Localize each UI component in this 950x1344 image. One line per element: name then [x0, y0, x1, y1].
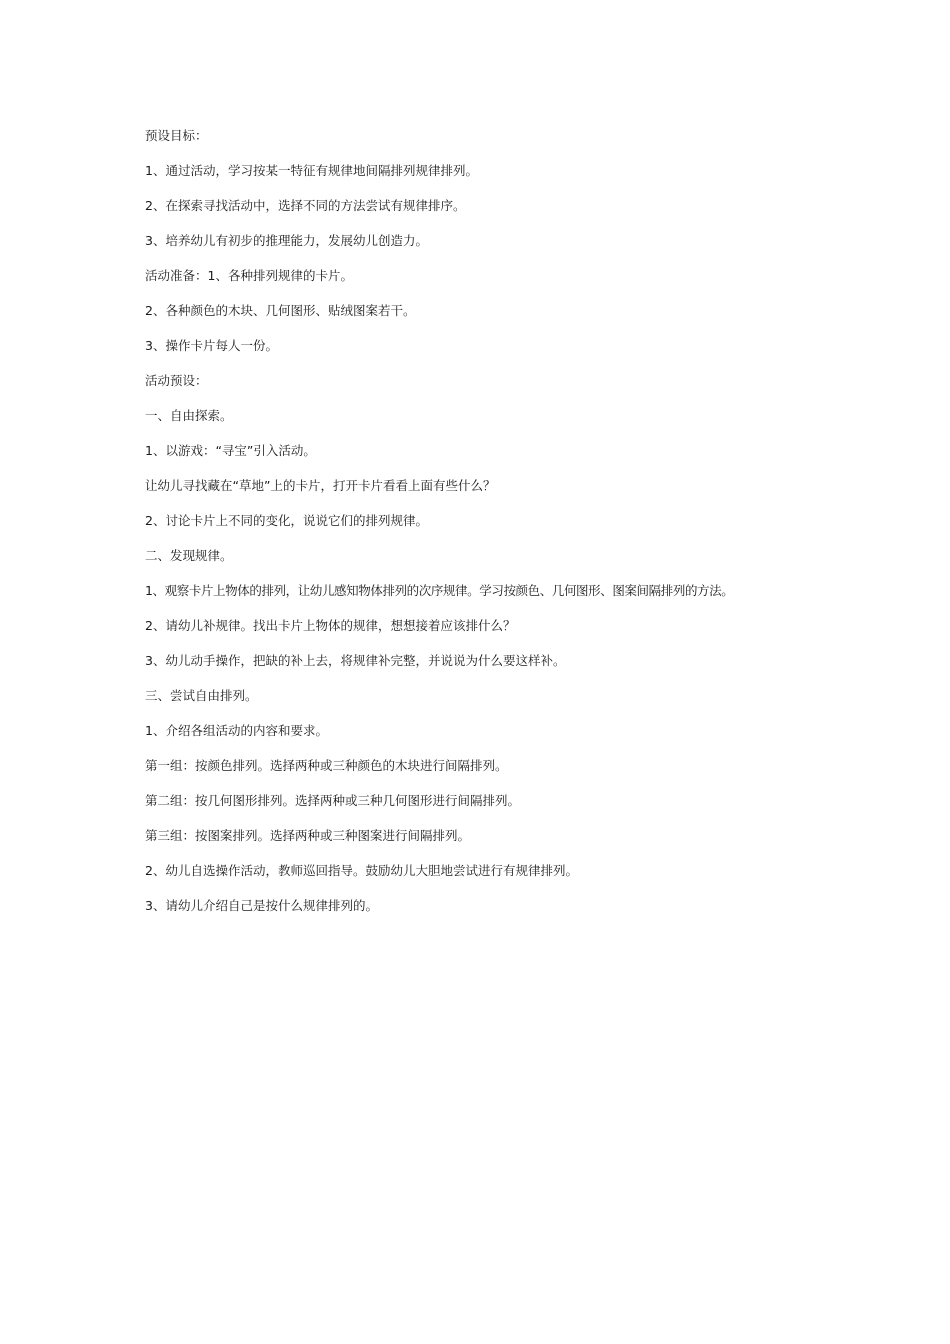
paragraph: 第三组：按图案排列。选择两种或三种图案进行间隔排列。 — [145, 828, 471, 843]
paragraph: 2、讨论卡片上不同的变化，说说它们的排列规律。 — [145, 513, 428, 528]
subsection-heading: 三、尝试自由排列。 — [145, 688, 258, 703]
section-heading-preparation: 活动准备：1、各种排列规律的卡片。 — [145, 268, 353, 283]
paragraph: 2、请幼儿补规律。找出卡片上物体的规律，想想接着应该排什么？ — [145, 618, 516, 633]
paragraph: 1、以游戏：“寻宝”引入活动。 — [145, 443, 316, 458]
document-body — [145, 126, 825, 931]
subsection-heading: 一、自由探索。 — [145, 408, 233, 423]
paragraph: 1、观察卡片上物体的排列，让幼儿感知物体排列的次序规律。学习按颜色、几何图形、图案间隔排列的方法。 — [145, 583, 734, 598]
paragraph: 3、请幼儿介绍自己是按什么规律排列的。 — [145, 898, 378, 913]
paragraph: 第一组：按颜色排列。选择两种或三种颜色的木块进行间隔排列。 — [145, 758, 508, 773]
paragraph: 3、操作卡片每人一份。 — [145, 338, 278, 353]
paragraph: 3、幼儿动手操作，把缺的补上去，将规律补完整，并说说为什么要这样补。 — [145, 653, 566, 668]
paragraph: 2、各种颜色的木块、几何图形、贴绒图案若干。 — [145, 303, 416, 318]
paragraph: 1、介绍各组活动的内容和要求。 — [145, 723, 328, 738]
paragraph: 2、在探索寻找活动中，选择不同的方法尝试有规律排序。 — [145, 198, 466, 213]
subsection-heading: 二、发现规律。 — [145, 548, 233, 563]
paragraph: 2、幼儿自选操作活动，教师巡回指导。鼓励幼儿大胆地尝试进行有规律排列。 — [145, 863, 578, 878]
paragraph: 3、培养幼儿有初步的推理能力，发展幼儿创造力。 — [145, 233, 428, 248]
paragraph: 1、通过活动，学习按某一特征有规律地间隔排列规律排列。 — [145, 163, 478, 178]
section-heading-activities: 活动预设： — [145, 373, 208, 388]
paragraph: 第二组：按几何图形排列。选择两种或三种几何图形进行间隔排列。 — [145, 793, 521, 808]
paragraph: 让幼儿寻找藏在“草地”上的卡片，打开卡片看看上面有些什么？ — [145, 478, 496, 493]
section-heading-goals: 预设目标： — [145, 128, 208, 143]
